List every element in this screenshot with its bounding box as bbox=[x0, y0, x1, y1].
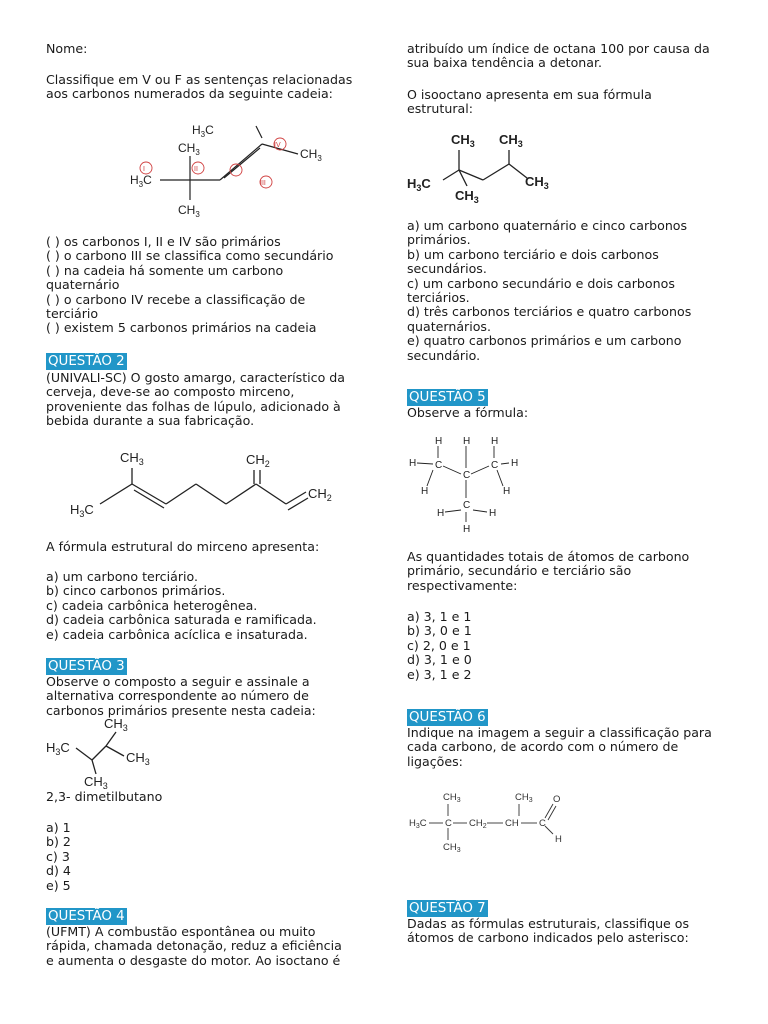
roman-label-1: I bbox=[143, 166, 145, 173]
h3c-left-label: $H_3C$ bbox=[130, 173, 152, 189]
dmb-ch3-bottom: $CH_3$ bbox=[84, 774, 108, 790]
q6-ch3-right: $CH_3$ bbox=[515, 792, 533, 804]
q4-text: (UFMT) A combustão espontânea ou muito rápida, chamada detonação, reduz a eficiência e aumenta o desgaste do motor. Ao isoctano é bbox=[46, 924, 342, 968]
q2-heading: QUESTÃO 2 bbox=[48, 354, 125, 369]
q5-options: a) 3, 1 e 1 b) 3, 0 e 1 c) 2, 0 e 1 d) 3, 1 e 0 e) 3, 1 e 2 bbox=[407, 609, 472, 682]
q2-options: a) um carbono terciário. b) cinco carbonos primários. c) cadeia carbônica heterogênea. d) cadeia carbônica saturada e ramificada. e) cadeia carbônica acíclica e insaturada. bbox=[46, 569, 317, 642]
h-atom: H bbox=[409, 458, 417, 469]
h-atom: H bbox=[491, 436, 499, 447]
q6-structure-figure bbox=[407, 786, 577, 856]
h-atom: H bbox=[511, 458, 519, 469]
q2-text: (UNIVALI-SC) O gosto amargo, característico da cerveja, deve-se ao composto mirceno, proveniente das folhas de lúpulo, adicionado à bebida durante a sua fabricação. bbox=[46, 370, 346, 429]
q6-o: O bbox=[553, 794, 561, 805]
ch3-label-3: $CH_3$ bbox=[300, 147, 322, 163]
q5-structure-figure bbox=[407, 432, 527, 536]
q6-text: Indique na imagem a seguir a classificação para cada carbono, de acordo com o número de ligações: bbox=[407, 725, 712, 769]
h-atom: H bbox=[421, 486, 429, 497]
q6-c-aldehyde: C bbox=[539, 818, 546, 829]
roman-label-2: II bbox=[194, 166, 198, 173]
q6-ch3-bottom: $CH_3$ bbox=[443, 842, 461, 854]
q5-text: Observe a fórmula: bbox=[407, 405, 529, 420]
c-atom: C bbox=[491, 460, 499, 471]
mirceno-ch2-top-label: $CH_2$ bbox=[246, 452, 270, 469]
q4-continuation: atribuído um índice de octana 100 por causa da sua baixa tendência a detonar. bbox=[407, 41, 710, 71]
h-atom: H bbox=[503, 486, 511, 497]
q6-c-central: C bbox=[445, 818, 452, 829]
iso-ch3-2: $CH_3$ bbox=[499, 132, 523, 149]
ch3-top-label: $H_3C$ bbox=[192, 123, 214, 139]
q7-text: Dadas as fórmulas estruturais, classifique os átomos de carbono indicados pelo asterisco: bbox=[407, 916, 690, 946]
dimetilbutano-structure-figure bbox=[46, 714, 166, 790]
ch3-bottom-label: $CH_3$ bbox=[178, 203, 200, 219]
iso-h3c: $H_3C$ bbox=[407, 176, 431, 193]
iso-ch3-3: $CH_3$ bbox=[525, 174, 549, 191]
mirceno-ch2-right-label: $CH_2$ bbox=[308, 486, 332, 503]
name-label: Nome: bbox=[46, 41, 88, 56]
q2-question: A fórmula estrutural do mirceno apresenta: bbox=[46, 539, 320, 554]
q6-h3c: $H_3C$ bbox=[409, 818, 427, 830]
h-atom: H bbox=[489, 508, 497, 519]
iso-ch3-4: $CH_3$ bbox=[455, 188, 479, 205]
mirceno-structure-figure bbox=[66, 444, 366, 524]
c-atom: C bbox=[463, 470, 471, 481]
q4-options: a) um carbono quaternário e cinco carbonos primários. b) um carbono terciário e dois carbonos secundários. c) um carbono secundário e dois carbonos terciários. d) três carbonos terciários e quatro carbonos quaternários. e) quatro carbonos primários e um carbono secundário. bbox=[407, 218, 692, 363]
h-atom: H bbox=[463, 524, 471, 535]
q5-heading: QUESTÃO 5 bbox=[409, 390, 486, 405]
q4-heading: QUESTÃO 4 bbox=[48, 909, 125, 924]
q6-ch2: $CH_2$ bbox=[469, 818, 487, 830]
q3-caption: 2,3- dimetilbutano bbox=[46, 789, 163, 804]
q6-heading: QUESTÃO 6 bbox=[409, 710, 486, 725]
h-atom: H bbox=[463, 436, 471, 447]
c-atom: C bbox=[463, 500, 471, 511]
q3-heading: QUESTÃO 3 bbox=[48, 659, 125, 674]
isooctano-structure-figure bbox=[407, 128, 557, 208]
dmb-ch3-top: $CH_3$ bbox=[104, 716, 128, 733]
iso-ch3-1: $CH_3$ bbox=[451, 132, 475, 149]
c-atom: C bbox=[435, 460, 443, 471]
h-atom: H bbox=[437, 508, 445, 519]
q3-options: a) 1 b) 2 c) 3 d) 4 e) 5 bbox=[46, 820, 71, 893]
q1-intro: Classifique em V ou F as sentenças relacionadas aos carbonos numerados da seguinte cadeia: bbox=[46, 72, 353, 102]
mirceno-ch3-label: $CH_3$ bbox=[120, 450, 144, 467]
dmb-h3c-left: $H_3C$ bbox=[46, 740, 70, 757]
q6-ch: CH bbox=[505, 818, 519, 829]
q7-heading: QUESTÃO 7 bbox=[409, 901, 486, 916]
q4-prompt: O isooctano apresenta em sua fórmula estrutural: bbox=[407, 87, 652, 117]
q3-text: Observe o composto a seguir e assinale a alternativa correspondente ao número de carbonos primários presente nesta cadeia: bbox=[46, 674, 316, 718]
h-atom: H bbox=[435, 436, 443, 447]
q1-items: ( ) os carbonos I, II e IV são primários ( ) o carbono III se classifica como secundário ( ) na cadeia há somente um carbono quaternário ( ) o carbono IV recebe a classificação de terciário ( ) existem 5 carbonos primários na cadeia bbox=[46, 234, 334, 336]
q1-structure-figure bbox=[126, 118, 336, 222]
q5-question: As quantidades totais de átomos de carbono primário, secundário e terciário são respectivamente: bbox=[407, 549, 690, 593]
roman-label-3: III bbox=[260, 180, 266, 187]
dmb-ch3-right: $CH_3$ bbox=[126, 750, 150, 767]
ch3-label-2: $CH_3$ bbox=[178, 141, 200, 157]
mirceno-h3c-label: $H_3C$ bbox=[70, 502, 94, 519]
q6-ch3-top: $CH_3$ bbox=[443, 792, 461, 804]
roman-label-4: IV bbox=[274, 142, 281, 149]
q6-h: H bbox=[555, 834, 562, 845]
